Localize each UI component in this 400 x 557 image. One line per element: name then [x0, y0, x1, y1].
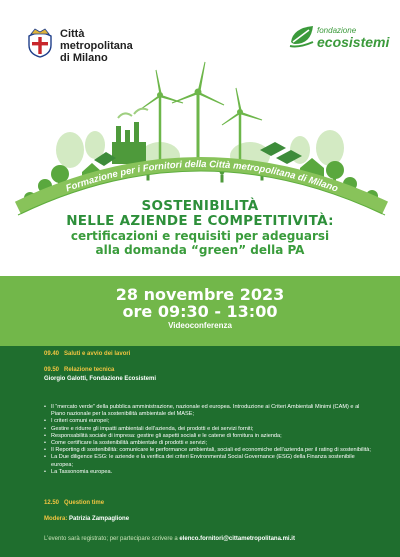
- fondazione-ecosistemi-leaf-icon: [287, 20, 317, 50]
- agenda-greet-row: [44, 351, 130, 359]
- fe-name-line1: fondazione: [317, 26, 357, 35]
- agenda-topic: • Responsabilità sociale di impresa: gestire gli aspetti sociali e le catene di fornitura in azienda;: [44, 433, 374, 440]
- event-time: ore 09:30 - 13:00: [122, 302, 278, 321]
- registration-email-link[interactable]: elenco.fornitori@cittametropolitana.mi.it: [179, 536, 295, 542]
- title-line1: SOSTENIBILITÀ: [141, 198, 259, 214]
- registration-text: L’evento sarà registrato; per partecipare scrivere a: [44, 536, 178, 542]
- agenda-talk-row: [44, 367, 114, 375]
- agenda-topic: • Il Reporting di sostenibilità: comunicare le performance ambientali, sociali ed economiche dell’azienda per il rating di sostenibilità;: [44, 447, 374, 454]
- agenda-talk-time: 09.50: [44, 367, 60, 373]
- cm-name-line3: di Milano: [60, 52, 108, 64]
- title-block: [0, 199, 400, 257]
- cm-name-line2: metropolitana: [60, 40, 133, 52]
- agenda-qa-time: 12.50: [44, 500, 60, 506]
- title-line2: NELLE AZIENDE E COMPETITIVITÀ:: [66, 213, 334, 229]
- moderator-name: Patrizia Zampaglione: [69, 516, 130, 522]
- moderator-label: Modera:: [44, 516, 68, 522]
- event-date: 28 novembre 2023: [115, 285, 285, 304]
- event-band: [0, 276, 400, 346]
- factory: [112, 109, 148, 164]
- agenda-speaker: Giorgio Galotti, Fondazione Ecosistemi: [44, 376, 157, 382]
- agenda-topic: • I criteri comuni europei;: [44, 418, 374, 425]
- agenda-qa-text: Question time: [64, 500, 105, 506]
- agenda-talk-title: Relazione tecnica: [64, 367, 115, 373]
- fe-name-line2: ecosistemi: [317, 34, 390, 50]
- agenda-topic: • Gestire e ridurre gli impatti ambientali dell’azienda, dei prodotti e dei servizi forniti;: [44, 426, 374, 433]
- agenda-topics-list: [44, 404, 374, 476]
- agenda-topic: • La Tassonomia europea.: [44, 469, 374, 476]
- agenda-topic: • Come certificare la sostenibilità ambientale di prodotti e servizi;: [44, 440, 374, 447]
- agenda-topic: • Il “mercato verde” della pubblica amministrazione, nazionale ed europea. Introduzione ai Criteri Ambientali Minimi (CAM) e al Piano nazionale per la sostenibilità ambientale del MASE;: [44, 404, 374, 418]
- wind-turbine-center: [172, 62, 224, 165]
- poster-top: [0, 0, 400, 276]
- agenda-greet-time: 09.40: [44, 351, 60, 357]
- event-mode: Videoconferenza: [168, 321, 232, 330]
- agenda-greet-text: Saluti e avvio dei lavori: [64, 351, 131, 357]
- milan-coat-of-arms-icon: [26, 28, 54, 58]
- agenda-qa-row: [44, 500, 104, 508]
- banner-arc-textpath: Formazione per i Fornitori della Città metropolitana di Milano: [64, 158, 340, 195]
- fe-name: [317, 26, 389, 49]
- registration-note: [44, 536, 295, 542]
- subtitle-line1: certificazioni e requisiti per adeguarsi: [70, 229, 330, 243]
- cm-name-line1: Città: [60, 28, 85, 40]
- subtitle-line2: alla domanda “green” della PA: [95, 243, 305, 257]
- agenda-moderator-row: [44, 516, 129, 524]
- agenda-topic: • La Due diligence ESG: le aziende e la verifica dei criteri Environmental Social Governance (ESG) della Finanza sostenibile europea;: [44, 454, 374, 468]
